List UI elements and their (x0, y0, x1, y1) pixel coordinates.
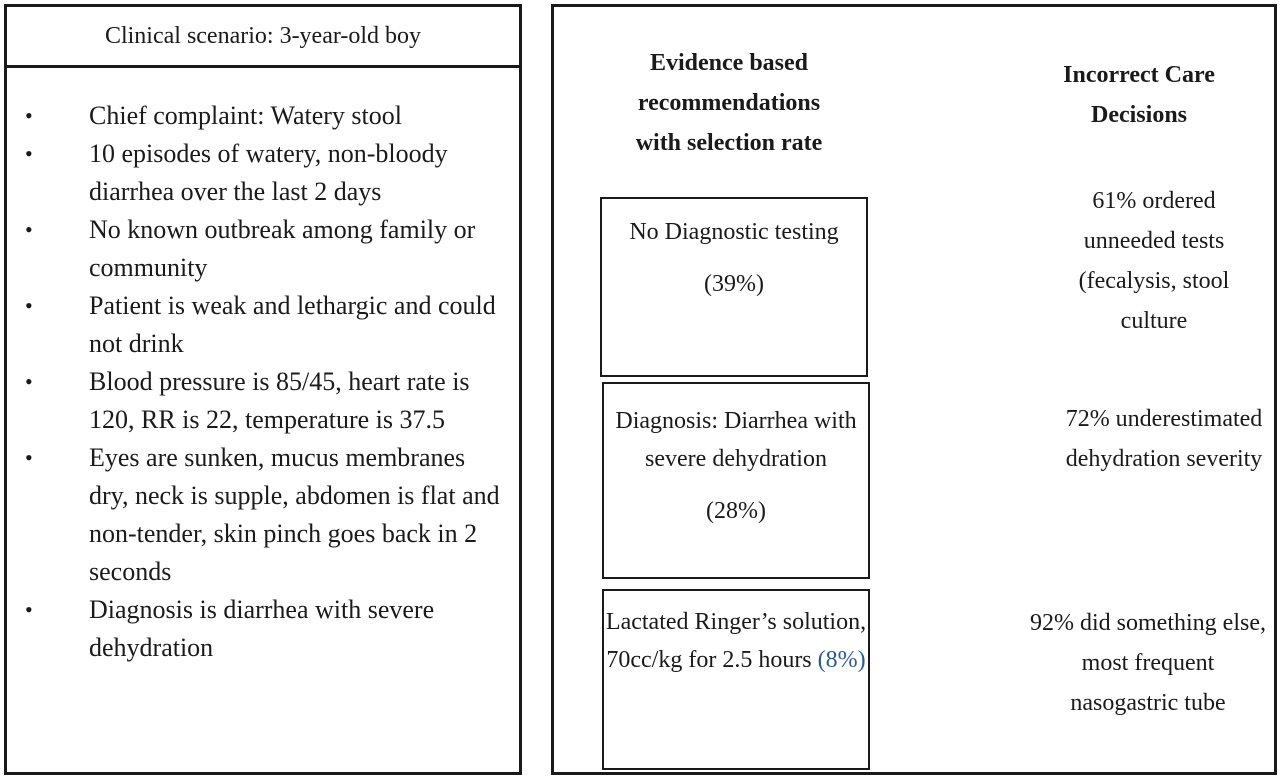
decision-testing: 61% ordered unneeded tests (fecalysis, stool culture (1078, 188, 1230, 334)
bullet-icon: • (25, 597, 33, 622)
scenario-item (7, 211, 519, 287)
scenario-title: Clinical scenario: 3-year-old boy (7, 7, 519, 68)
scenario-item-text: Diagnosis is diarrhea with severe dehydration (89, 595, 435, 662)
scenario-item (7, 439, 519, 591)
scenario-item (7, 97, 519, 135)
bullet-icon: • (25, 141, 33, 166)
scenario-item-text: Eyes are sunken, mucus membranes dry, neck is supple, abdomen is flat and non-tender, skin pinch goes back in 2 seconds (89, 443, 500, 586)
selection-rate: (39%) (704, 271, 764, 297)
decision-treatment: 92% did something else, most frequent nasogastric tube (1030, 610, 1266, 716)
selection-rate: (28%) (706, 498, 766, 524)
scenario-bullet-list (7, 97, 519, 667)
bullet-icon: • (25, 369, 33, 394)
bullet-icon: • (25, 217, 33, 242)
scenario-item-text: Blood pressure is 85/45, heart rate is 120, RR is 22, temperature is 37.5 (89, 367, 470, 434)
bullet-icon: • (25, 445, 33, 470)
recommendation-text: Diagnosis: Diarrhea with severe dehydration (615, 408, 857, 472)
scenario-item (7, 363, 519, 439)
recommendation-box-treatment (602, 589, 870, 770)
recommendation-text: Lactated Ringer’s solution, 70cc/kg for 2.5 hours (605, 609, 867, 673)
scenario-item-text: Chief complaint: Watery stool (89, 101, 402, 130)
scenario-item-text: No known outbreak among family or community (89, 215, 476, 282)
decisions-header: Incorrect Care Decisions (1063, 62, 1215, 128)
decision-diagnosis: 72% underestimated dehydration severity (1065, 406, 1263, 472)
scenario-item-text: 10 episodes of watery, non-bloody diarrhea over the last 2 days (89, 139, 448, 206)
clinical-scenario-panel (4, 4, 522, 775)
selection-rate: (8%) (817, 647, 866, 673)
bullet-icon: • (25, 293, 33, 318)
recommendation-box-diagnosis (602, 382, 870, 579)
recommendations-header: Evidence based recommendations with selection rate (635, 50, 823, 156)
recommendation-box-testing (600, 197, 868, 377)
scenario-item (7, 135, 519, 211)
recommendations-panel (551, 4, 1277, 775)
bullet-icon: • (25, 103, 33, 128)
scenario-item (7, 287, 519, 363)
scenario-item-text: Patient is weak and lethargic and could not drink (89, 291, 496, 358)
recommendation-text: No Diagnostic testing (629, 219, 839, 245)
scenario-item (7, 591, 519, 667)
